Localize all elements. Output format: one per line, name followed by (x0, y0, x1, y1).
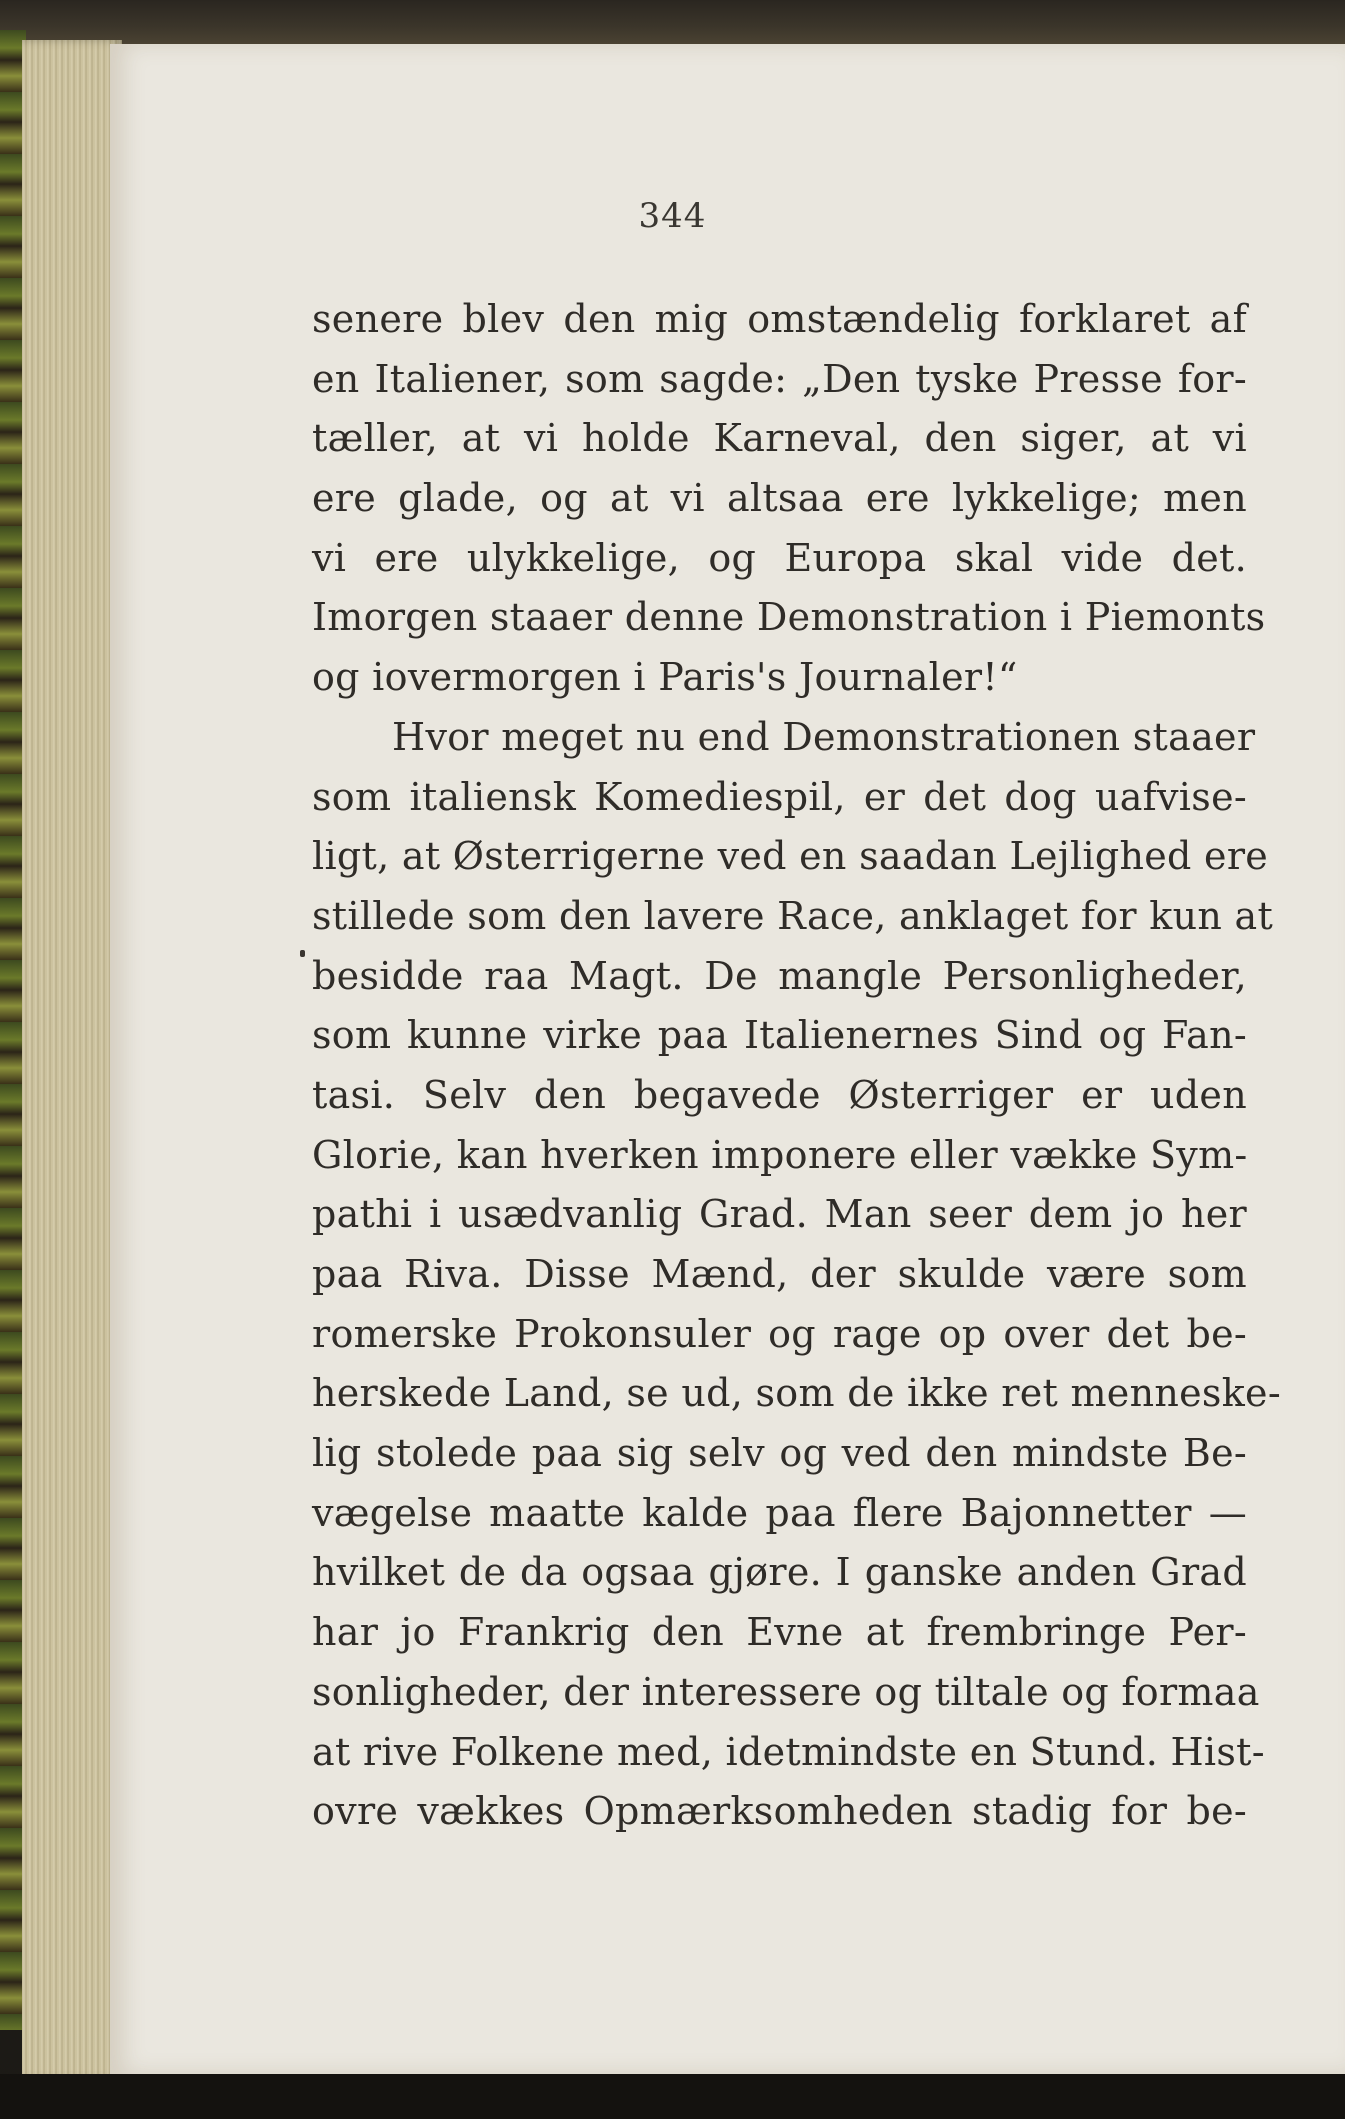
book-top-edge (0, 0, 1345, 44)
text-line: at rive Folkene med, idetmindste en Stund. Hist- (312, 1729, 1265, 1774)
text-line: sonligheder, der interessere og tiltale og formaa (312, 1669, 1260, 1714)
text-line: ere glade, og at vi altsaa ere lykkelige; men (312, 476, 1247, 521)
page-edges (22, 40, 122, 2080)
text-line: hvilket de da ogsaa gjøre. I ganske anden Grad (312, 1550, 1247, 1595)
text-line: senere blev den mig omstændelig forklaret af (312, 297, 1247, 341)
text-line: lig stolede paa sig selv og ved den mindste Be- (312, 1431, 1247, 1476)
text-line: Imorgen staaer denne Demonstration i Piemonts (312, 595, 1266, 640)
text-line: pathi i usædvanlig Grad. Man seer dem jo her (312, 1192, 1247, 1237)
text-line: vi ere ulykkelige, og Europa skal vide det. (312, 535, 1247, 580)
text-line: Hvor meget nu end Demonstrationen staaer (392, 714, 1256, 759)
body-text (312, 290, 1281, 1842)
text-line: som italiensk Komediespil, er det dog uafvise- (312, 774, 1247, 819)
text-line: stillede som den lavere Race, anklaget for kun at (312, 893, 1274, 938)
text-line: og iovermorgen i Paris's Journaler!“ (312, 655, 1018, 700)
ink-mark (300, 950, 305, 957)
book-bottom-edge (0, 2074, 1345, 2119)
text-line: besidde raa Magt. De mangle Personligheder, (312, 953, 1247, 998)
page-number: 344 (638, 196, 707, 236)
text-line: romerske Prokonsuler og rage op over det be- (312, 1311, 1247, 1356)
text-line: har jo Frankrig den Evne at frembringe Per- (312, 1610, 1247, 1655)
text-line: som kunne virke paa Italienernes Sind og Fan- (312, 1013, 1247, 1058)
text-line: tæller, at vi holde Karneval, den siger, at vi (312, 416, 1247, 461)
text-line: vægelse maatte kalde paa flere Bajonnetter — (312, 1490, 1247, 1535)
text-line: herskede Land, se ud, som de ikke ret menneske- (312, 1371, 1281, 1416)
text-line: paa Riva. Disse Mænd, der skulde være som (312, 1252, 1247, 1296)
text-line: en Italiener, som sagde: „Den tyske Presse for- (312, 356, 1247, 401)
text-line: ligt, at Østerrigerne ved en saadan Lejlighed ere (312, 834, 1269, 879)
text-line: Glorie, kan hverken imponere eller vække Sym- (312, 1132, 1248, 1177)
text-line: ovre vækkes Opmærksomheden stadig for be- (312, 1789, 1247, 1834)
text-line: tasi. Selv den begavede Østerriger er uden (312, 1072, 1247, 1117)
